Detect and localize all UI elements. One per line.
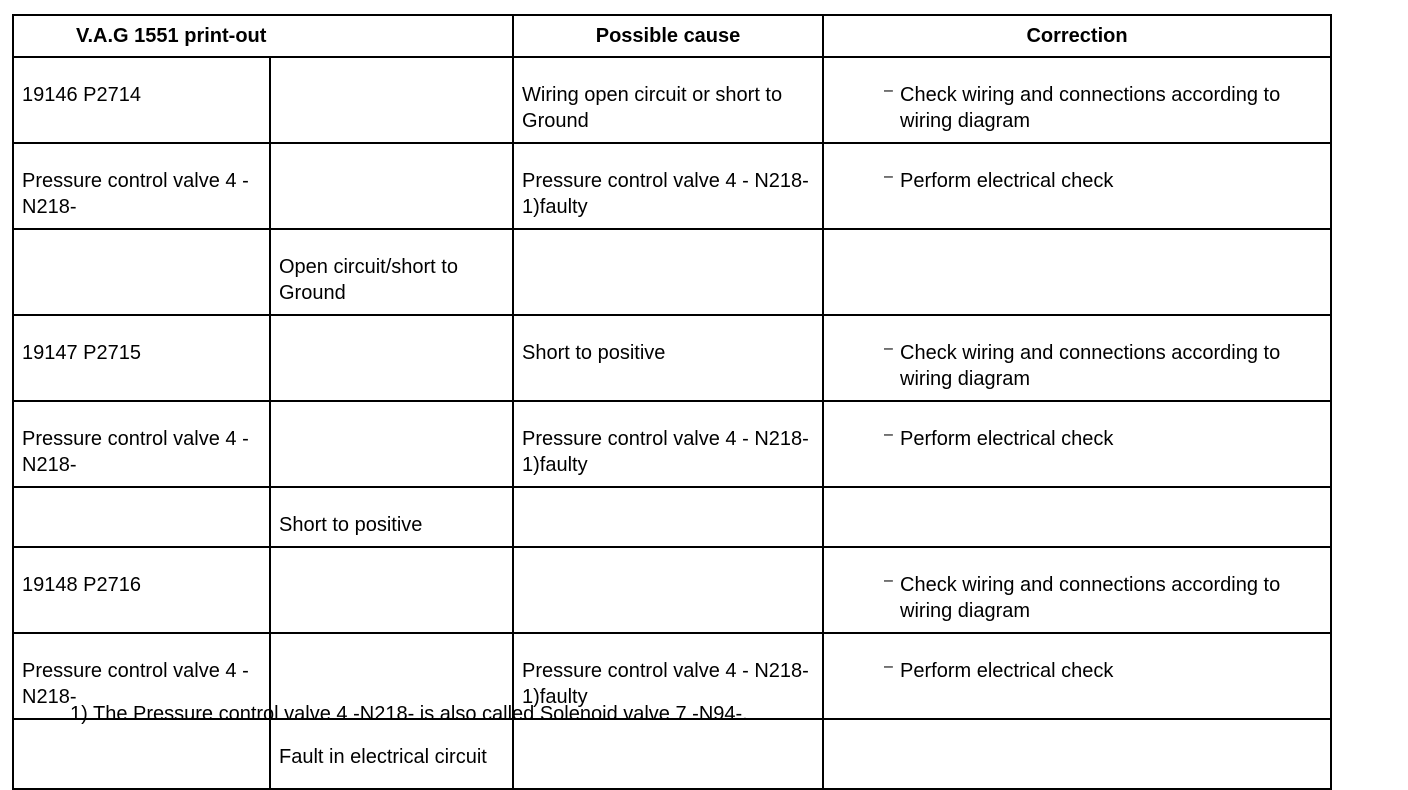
fault-code-cell: [13, 487, 270, 547]
dash-bullet: –: [884, 82, 893, 99]
fault-code-cell: Pressure control valve 4 -N218-: [13, 633, 270, 719]
dash-bullet: –: [884, 426, 893, 443]
fault-code-cell: 19146 P2714: [13, 57, 270, 143]
correction-cell: [823, 143, 1331, 229]
correction-cell: [823, 57, 1331, 143]
fault-code-cell: [13, 229, 270, 315]
cause-cell: Pressure control valve 4 - N218- 1)faulty: [513, 143, 823, 229]
cause-cell: Wiring open circuit or short to Ground: [513, 57, 823, 143]
cause-cell: [513, 487, 823, 547]
footnote: 1) The Pressure control valve 4 -N218- is also called Solenoid valve 7 -N94-.: [70, 703, 748, 725]
dash-bullet: –: [884, 658, 893, 675]
correction-cell: [823, 487, 1331, 547]
cause-cell: Short to positive: [513, 315, 823, 401]
fault-type-cell: [270, 315, 513, 401]
fault-type-cell: Open circuit/short to Ground: [270, 229, 513, 315]
correction-cell: [823, 401, 1331, 487]
cause-cell: Pressure control valve 4 - N218- 1)faulty: [513, 401, 823, 487]
dash-bullet: –: [884, 168, 893, 185]
table-row: [13, 315, 1331, 401]
fault-code-table: [12, 14, 1332, 790]
table-row: [13, 719, 1331, 789]
header-row: [13, 15, 1331, 57]
fault-type-cell: [270, 401, 513, 487]
correction-text: Check wiring and connections according to wiring diagram: [900, 342, 1281, 390]
correction-text: Check wiring and connections according to wiring diagram: [900, 574, 1281, 622]
fault-code-cell: Pressure control valve 4 -N218-: [13, 401, 270, 487]
correction-text: Perform electrical check: [900, 660, 1114, 682]
correction-cell: [823, 315, 1331, 401]
correction-cell: [823, 547, 1331, 633]
fault-code-cell: Pressure control valve 4 -N218-: [13, 143, 270, 229]
fault-type-cell: [270, 57, 513, 143]
correction-cell: [823, 633, 1331, 719]
header-printout: V.A.G 1551 print-out: [13, 15, 513, 57]
table-row: [13, 229, 1331, 315]
correction-cell: [823, 229, 1331, 315]
header-possible-cause: Possible cause: [513, 15, 823, 57]
fault-type-cell: [270, 143, 513, 229]
fault-type-cell: Fault in electrical circuit: [270, 719, 513, 789]
correction-text: Perform electrical check: [900, 170, 1114, 192]
cause-cell: [513, 547, 823, 633]
table-row: [13, 57, 1331, 143]
table-row: [13, 401, 1331, 487]
fault-code-cell: 19147 P2715: [13, 315, 270, 401]
cause-cell: [513, 229, 823, 315]
correction-text: Check wiring and connections according to wiring diagram: [900, 84, 1281, 132]
correction-cell: [823, 719, 1331, 789]
header-correction: Correction: [823, 15, 1331, 57]
dash-bullet: –: [884, 340, 893, 357]
fault-type-cell: [270, 547, 513, 633]
table-row: [13, 143, 1331, 229]
table-row: [13, 487, 1331, 547]
fault-type-cell: Short to positive: [270, 487, 513, 547]
cause-cell: Pressure control valve 4 - N218- 1)faulty: [513, 633, 823, 719]
dash-bullet: –: [884, 572, 893, 589]
table-row: [13, 547, 1331, 633]
fault-code-cell: [13, 719, 270, 789]
correction-text: Perform electrical check: [900, 428, 1114, 450]
cause-cell: [513, 719, 823, 789]
fault-code-cell: 19148 P2716: [13, 547, 270, 633]
